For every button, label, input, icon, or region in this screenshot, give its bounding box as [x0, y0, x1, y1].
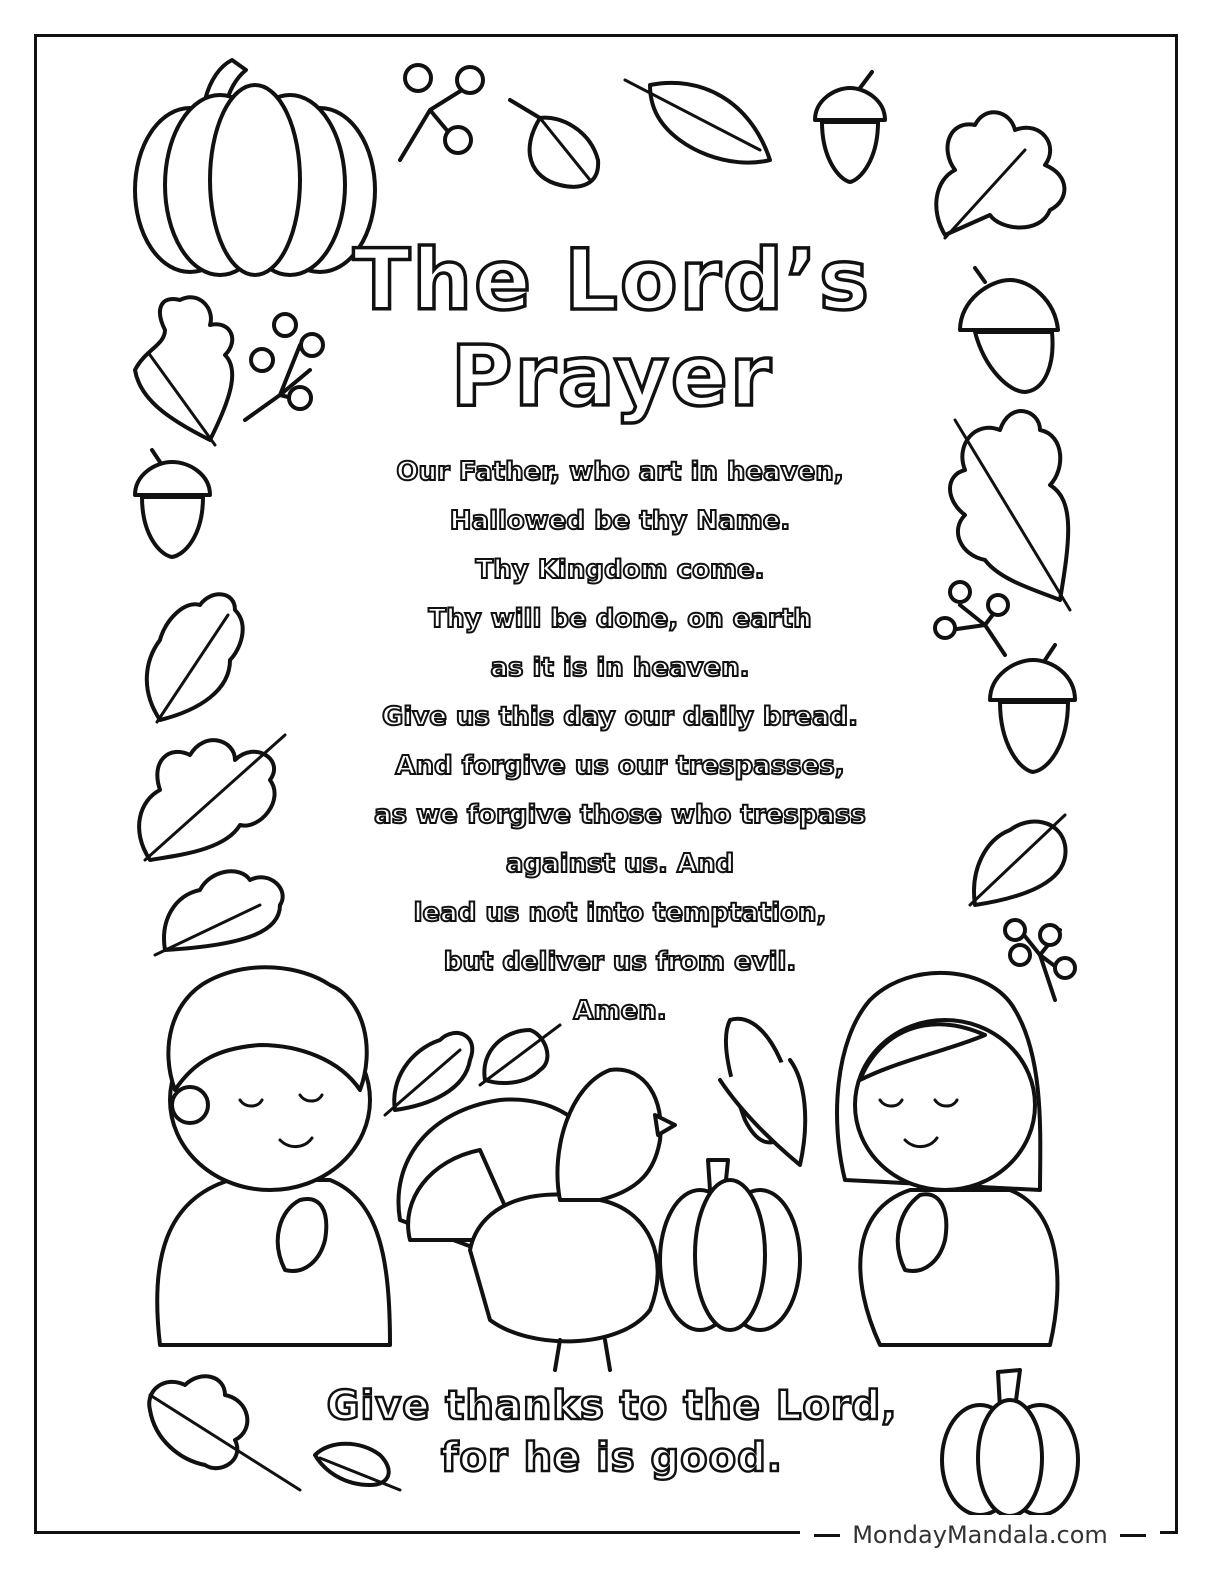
leaf-icon [936, 112, 1064, 238]
page-title [0, 232, 1224, 424]
leaf-icon [970, 815, 1066, 905]
prayer-line: as it is in heaven. [490, 653, 750, 683]
prayer-line: against us. And [505, 849, 735, 879]
prayer-line: Give us this day our daily bread. [382, 702, 858, 732]
corn-icon [720, 1019, 805, 1165]
turkey-icon [398, 1070, 675, 1370]
prayer-line: Our Father, who art in heaven, [396, 457, 844, 487]
leaf-icon [139, 735, 285, 860]
leaf-icon [510, 100, 598, 187]
prayer-line: but deliver us from evil. [443, 947, 797, 977]
closing-verse [0, 1380, 1224, 1484]
leaf-icon [950, 411, 1070, 610]
leaf-icon [625, 80, 770, 163]
prayer-line: Thy Kingdom come. [475, 555, 765, 585]
title-line-2: Prayer [450, 327, 774, 425]
site-credit [800, 1515, 1160, 1555]
prayer-line: And forgive us our trespasses, [395, 751, 845, 781]
leaf-icon [385, 1033, 472, 1115]
credit-dash-right [1120, 1534, 1146, 1537]
prayer-line: Amen. [573, 996, 667, 1026]
pumpkin-icon [660, 1160, 800, 1330]
prayer-line: lead us not into temptation, [413, 898, 827, 928]
berry-sprig-icon [400, 65, 483, 160]
berry-sprig-icon [1005, 920, 1075, 1000]
prayer-text [300, 448, 940, 1036]
prayer-line: Thy will be done, on earth [428, 604, 812, 634]
leaf-icon [147, 594, 243, 722]
prayer-line: as we forgive those who trespass [374, 800, 866, 830]
credit-text: MondayMandala.com [852, 1521, 1108, 1549]
closing-line-2: for he is good. [441, 1435, 783, 1481]
berry-sprig-icon [935, 582, 1008, 655]
leaf-icon [155, 871, 283, 955]
acorn-icon [815, 72, 885, 182]
prayer-line: Hallowed be thy Name. [449, 506, 791, 536]
acorn-icon [135, 450, 210, 557]
title-line-1: The Lord’s [352, 231, 871, 329]
credit-dash-left [814, 1534, 840, 1537]
closing-line-1: Give thanks to the Lord, [326, 1383, 898, 1429]
acorn-icon [990, 645, 1075, 772]
